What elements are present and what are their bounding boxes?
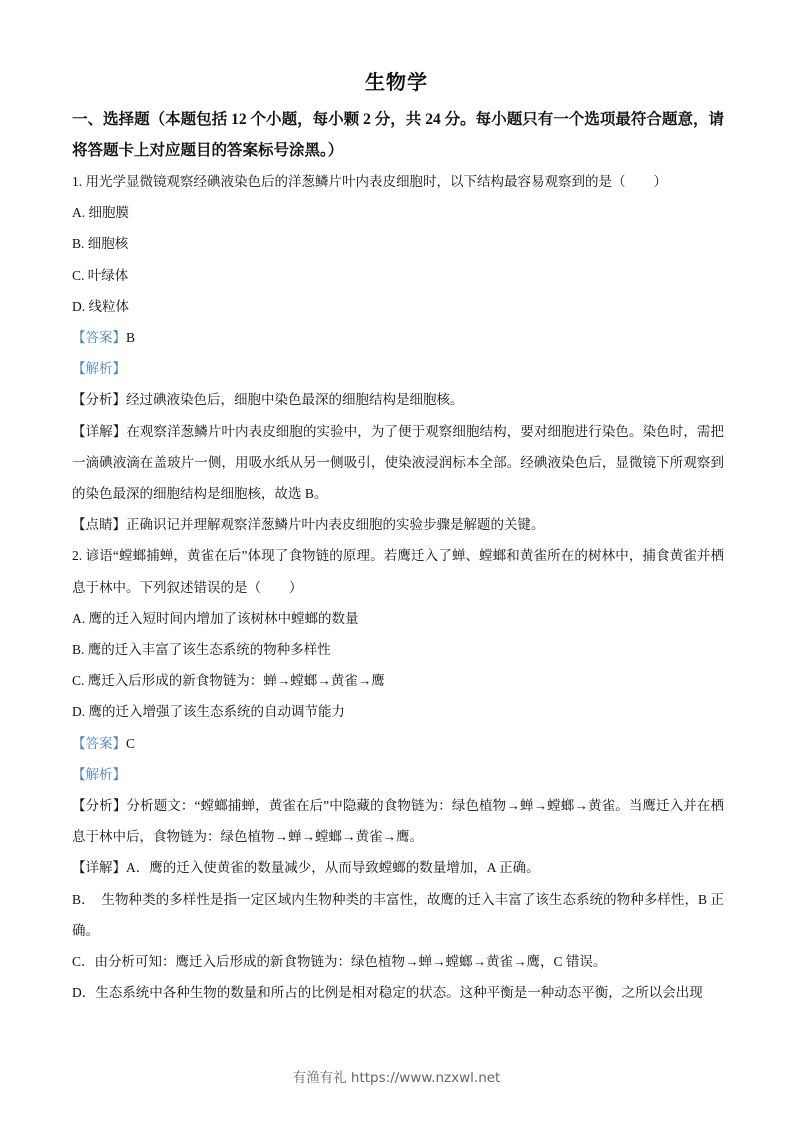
option-c <box>72 665 724 696</box>
option-a <box>72 603 724 634</box>
answer-tag: 【答案】 <box>72 330 126 346</box>
option-label: A. <box>72 610 86 626</box>
xiangjie-c: C．由分析可知：鹰迁入后形成的新食物链为：绿色植物→蝉→螳螂→黄雀→鹰，C 错误。 <box>72 954 607 970</box>
answer-line <box>72 322 724 353</box>
question-stem <box>72 540 724 602</box>
xiangjie-a <box>72 852 724 883</box>
option-text: 线粒体 <box>88 298 129 314</box>
option-text: 鹰的迁入丰富了该生态系统的物种多样性 <box>87 642 331 658</box>
option-label: C. <box>72 673 85 689</box>
question-2 <box>72 540 724 1008</box>
answer-tag: 【答案】 <box>72 735 126 751</box>
option-c <box>72 260 724 291</box>
option-d <box>72 696 724 727</box>
analysis-tag: 【解析】 <box>72 766 126 782</box>
question-close-paren: ） <box>289 579 303 595</box>
option-text: 鹰的迁入增强了该生态系统的自动调节能力 <box>88 704 345 720</box>
fenxi-text: 分析题文：“螳螂捕蝉，黄雀在后”中隐藏的食物链为：绿色植物→蝉→螳螂→黄雀。当鹰迁入并在栖息于林中后，食物链为：绿色植物→蝉→螳螂→黄雀→鹰。 <box>72 798 725 845</box>
option-text: 鹰迁入后形成的新食物链为：蝉→螳螂→黄雀→鹰 <box>87 673 385 689</box>
option-text: 叶绿体 <box>87 267 129 283</box>
option-b <box>72 228 724 259</box>
option-label: B. <box>72 642 85 658</box>
question-number: 1. <box>72 174 83 189</box>
question-text: 谚语“螳螂捕蝉，黄雀在后”体现了食物链的原理。若鹰迁入了蝉、螳螂和黄雀所在的树林中，捕食黄雀并栖息于林中。下列叙述错误的是（ <box>72 548 725 595</box>
xiangjie-text: 在观察洋葱鳞片叶内表皮细胞的实验中，为了便于观察细胞结构，要对细胞进行染色。染色时，需把一滴碘液滴在盖玻片一侧，用吸水纸从另一侧吸引，使染液浸润标本全部。经碘液染色后，显微镜下所观察到的染色最深的细胞结构是细胞核，故选 B。 <box>72 423 725 502</box>
fenxi-paragraph <box>72 384 724 415</box>
fenxi-tag: 【分析】 <box>72 798 127 814</box>
xiangjie-paragraph <box>72 416 724 510</box>
dianjing-paragraph <box>72 509 724 540</box>
option-label: B. <box>72 236 85 252</box>
xiangjie-tag: 【详解】 <box>72 423 127 439</box>
question-close-paren: ） <box>653 174 667 189</box>
xiangjie-b: B． 生物种类的多样性是指一定区域内生物种类的丰富性，故鹰的迁入丰富了该生态系统的物种多样性，B 正确。 <box>72 891 724 938</box>
option-a <box>72 197 724 228</box>
answer-value: B <box>126 330 136 346</box>
option-text: 细胞核 <box>87 236 129 252</box>
option-label: D. <box>72 704 86 720</box>
option-label: D. <box>72 298 86 314</box>
analysis-tag: 【解析】 <box>72 361 126 377</box>
question-1 <box>72 166 724 540</box>
page-content <box>72 104 724 1008</box>
fenxi-tag: 【分析】 <box>72 392 126 408</box>
option-label: A. <box>72 205 86 221</box>
page-title: 生物学 <box>365 70 428 94</box>
analysis-line <box>72 759 724 790</box>
answer-line <box>72 728 724 759</box>
section-header: 一、选择题（本题包括 12 个小题，每小颗 2 分，共 24 分。每小题只有一个选项最符合题意，请将答题卡上对应题目的答案标号涂黑。） <box>72 111 724 159</box>
xiangjie-tag: 【详解】 <box>72 860 126 876</box>
analysis-line <box>72 353 724 384</box>
option-text: 鹰的迁入短时间内增加了该树林中螳螂的数量 <box>88 610 359 626</box>
xiangjie-d: D．生态系统中各种生物的数量和所占的比例是相对稳定的状态。这种平衡是一种动态平衡，之所以会出现 <box>72 985 703 1001</box>
option-label: C. <box>72 267 85 283</box>
answer-value: C <box>126 735 136 751</box>
question-text: 用光学显微镜观察经碘液染色后的洋葱鳞片叶内表皮细胞时，以下结构最容易观察到的是（ <box>85 174 626 189</box>
option-d <box>72 291 724 322</box>
xiangjie-a-text: A．鹰的迁入使黄雀的数量减少，从而导致螳螂的数量增加，A 正确。 <box>126 860 540 876</box>
fenxi-text: 经过碘液染色后，细胞中染色最深的细胞结构是细胞核。 <box>126 392 464 408</box>
option-text: 细胞膜 <box>88 205 129 221</box>
fenxi-paragraph <box>72 790 724 852</box>
dianjing-tag: 【点睛】 <box>72 517 126 533</box>
footer-watermark: 有渔有礼 https://www.nzxwl.net <box>292 1070 501 1086</box>
question-number: 2. <box>72 548 83 564</box>
option-b <box>72 634 724 665</box>
question-stem <box>72 166 724 197</box>
dianjing-text: 正确识记并理解观察洋葱鳞片叶内表皮细胞的实验步骤是解题的关键。 <box>126 517 545 533</box>
